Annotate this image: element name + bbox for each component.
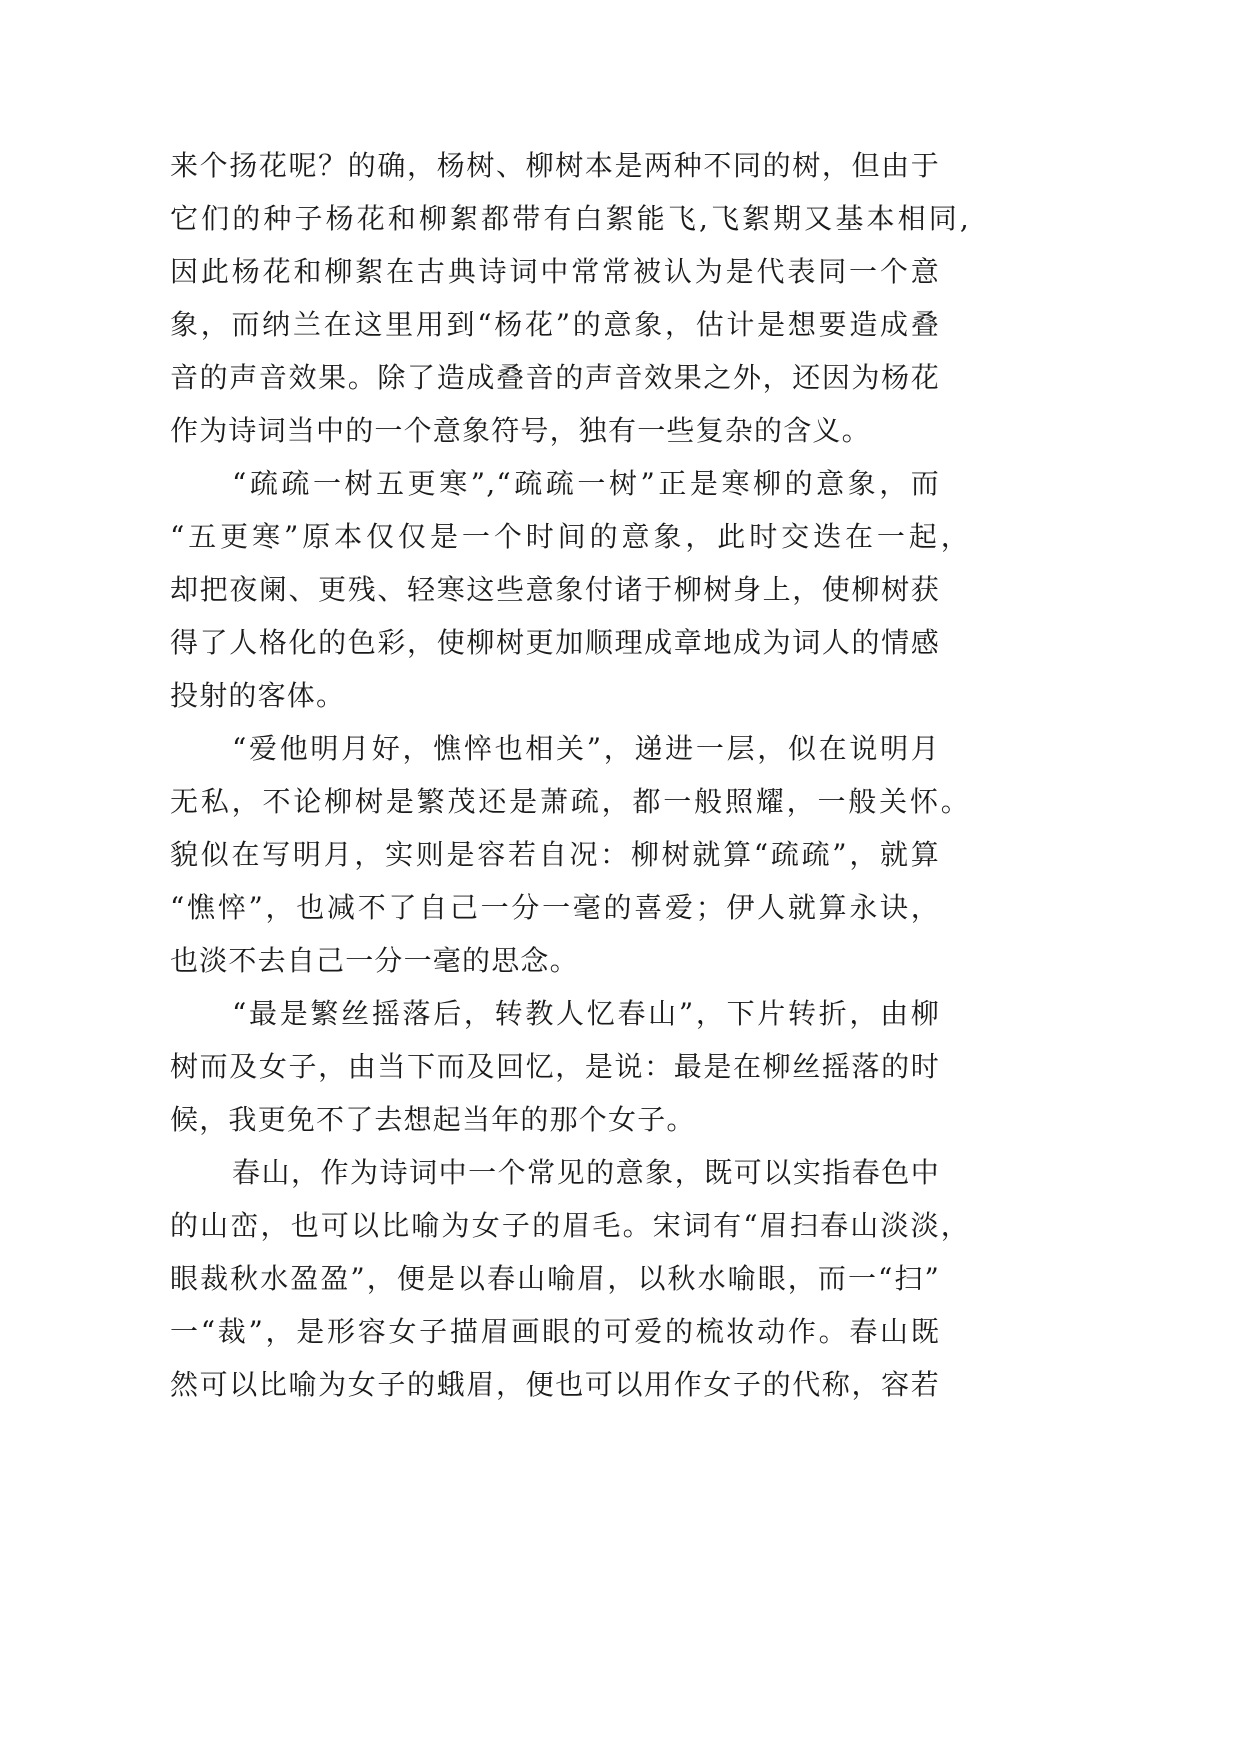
text-line: 一“裁”，是形容女子描眉画眼的可爱的梳妆动作。春山既 [170,1315,940,1348]
text-line: 却把夜阑、更残、轻寒这些意象付诸于柳树身上，使柳树获 [170,573,940,606]
text-line: 它们的种子杨花和柳絮都带有白絮能飞,飞絮期又基本相同, [170,202,970,235]
text-line: 作为诗词当中的一个意象符号，独有一些复杂的含义。 [170,414,871,447]
text-line: “五更寒”原本仅仅是一个时间的意象，此时交迭在一起， [170,520,970,553]
text-line: 来个扬花呢？的确，杨树、柳树本是两种不同的树，但由于 [170,149,940,182]
paragraph [170,139,980,457]
text-line: 春山，作为诗词中一个常见的意象，既可以实指春色中 [232,1156,940,1189]
text-line: 也淡不去自己一分一毫的思念。 [170,944,579,977]
text-line: 象，而纳兰在这里用到“杨花”的意象，估计是想要造成叠 [170,308,940,341]
text-line: 无私，不论柳树是繁茂还是萧疏，都一般照耀，一般关怀。 [170,785,970,818]
body-text [170,139,980,1411]
text-line: “疏疏一树五更寒”,“疏疏一树”正是寒柳的意象，而 [232,467,940,500]
paragraph [170,987,980,1146]
text-line: 候，我更免不了去想起当年的那个女子。 [170,1103,696,1136]
text-line: 因此杨花和柳絮在古典诗词中常常被认为是代表同一个意 [170,255,940,288]
text-line: 的山峦，也可以比喻为女子的眉毛。宋词有“眉扫春山淡淡， [170,1209,970,1242]
paragraph [170,457,980,722]
text-line: 然可以比喻为女子的蛾眉，便也可以用作女子的代称，容若 [170,1368,940,1401]
text-line: 得了人格化的色彩，使柳树更加顺理成章地成为词人的情感 [170,626,940,659]
text-line: 眼裁秋水盈盈”，便是以春山喻眉，以秋水喻眼，而一“扫” [170,1262,940,1295]
text-line: 貌似在写明月，实则是容若自况：柳树就算“疏疏”，就算 [170,838,940,871]
text-line: “爱他明月好，憔悴也相关”，递进一层，似在说明月 [232,732,940,765]
paragraph [170,1146,980,1411]
paragraph [170,722,980,987]
text-line: 投射的客体。 [170,679,346,712]
text-line: “最是繁丝摇落后，转教人忆春山”，下片转折，由柳 [232,997,940,1030]
text-line: “憔悴”，也减不了自己一分一毫的喜爱；伊人就算永诀， [170,891,940,924]
text-line: 音的声音效果。除了造成叠音的声音效果之外，还因为杨花 [170,361,940,394]
text-line: 树而及女子，由当下而及回忆，是说：最是在柳丝摇落的时 [170,1050,940,1083]
